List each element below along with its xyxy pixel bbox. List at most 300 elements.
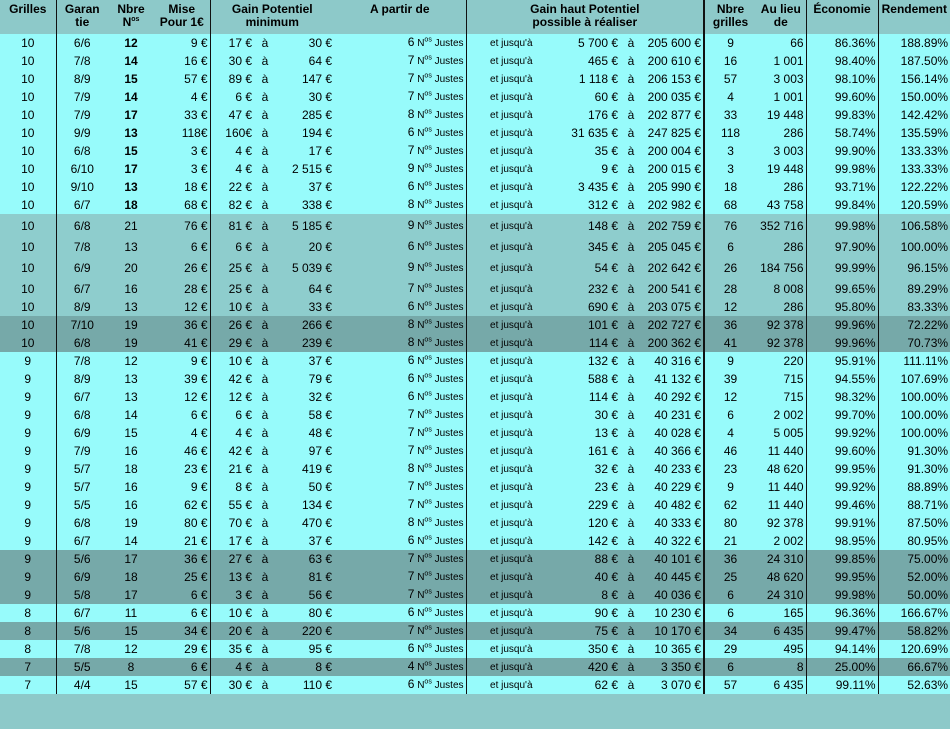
cell-nbre: 15 bbox=[108, 70, 154, 88]
justes-label: N bbox=[417, 338, 425, 349]
justes-suffix: Justes bbox=[431, 446, 464, 457]
cell-gain-haut-from: 32 € bbox=[556, 460, 620, 478]
cell-gain-min-from: 47 € bbox=[210, 106, 254, 124]
cell-jusqu: et jusqu'à bbox=[466, 370, 556, 388]
cell-gain-min-to: 32 € bbox=[276, 388, 334, 406]
cell-gain-min-from: 10 € bbox=[210, 352, 254, 370]
cell-gain-haut-to: 40 333 € bbox=[642, 514, 704, 532]
table-row bbox=[0, 658, 950, 676]
cell-gain-min-a: à bbox=[254, 388, 276, 406]
cell-nbre: 12 bbox=[108, 34, 154, 52]
cell-gain-haut-to: 247 825 € bbox=[642, 124, 704, 142]
cell-au-lieu: 11 440 bbox=[756, 478, 806, 496]
cell-nbre: 14 bbox=[108, 532, 154, 550]
cell-rendement: 107.69% bbox=[878, 370, 950, 388]
cell-nbre: 14 bbox=[108, 88, 154, 106]
cell-mise: 46 € bbox=[154, 442, 210, 460]
cell-economie: 58.74% bbox=[806, 124, 878, 142]
cell-economie: 99.11% bbox=[806, 676, 878, 694]
cell-nbre-grilles: 9 bbox=[704, 352, 756, 370]
table-row bbox=[0, 676, 950, 694]
cell-mise: 36 € bbox=[154, 550, 210, 568]
cell-rendement: 133.33% bbox=[878, 160, 950, 178]
cell-garantie: 5/6 bbox=[56, 550, 108, 568]
cell-gain-haut-to: 202 982 € bbox=[642, 196, 704, 214]
cell-gain-haut-a: à bbox=[620, 316, 642, 334]
cell-mise: 68 € bbox=[154, 196, 210, 214]
cell-mise: 12 € bbox=[154, 388, 210, 406]
cell-gain-min-to: 147 € bbox=[276, 70, 334, 88]
header-au-lieu-line1: Au lieu bbox=[760, 2, 801, 16]
justes-count: 6 bbox=[407, 389, 415, 403]
cell-gain-haut-to: 205 045 € bbox=[642, 238, 704, 256]
cell-nbre: 18 bbox=[108, 568, 154, 586]
cell-gain-min-from: 21 € bbox=[210, 460, 254, 478]
justes-suffix: Justes bbox=[431, 608, 464, 619]
cell-gain-haut-to: 40 229 € bbox=[642, 478, 704, 496]
cell-rendement: 156.14% bbox=[878, 70, 950, 88]
cell-economie: 99.98% bbox=[806, 586, 878, 604]
justes-sup: os bbox=[424, 390, 432, 398]
cell-nbre: 15 bbox=[108, 424, 154, 442]
cell-gain-min-from: 10 € bbox=[210, 298, 254, 316]
table-row bbox=[0, 214, 950, 238]
header-mise-line1: Mise bbox=[168, 2, 196, 16]
header-mise bbox=[154, 0, 210, 34]
cell-rendement: 120.59% bbox=[878, 196, 950, 214]
cell-garantie: 8/9 bbox=[56, 298, 108, 316]
cell-mise: 9 € bbox=[154, 478, 210, 496]
cell-nbre-grilles: 3 bbox=[704, 160, 756, 178]
cell-gain-min-from: 42 € bbox=[210, 442, 254, 460]
cell-gain-min-a: à bbox=[254, 298, 276, 316]
cell-grilles: 10 bbox=[0, 106, 56, 124]
cell-gain-min-a: à bbox=[254, 676, 276, 694]
header-nbre bbox=[108, 0, 154, 34]
cell-grilles: 10 bbox=[0, 280, 56, 298]
cell-gain-haut-to: 41 132 € bbox=[642, 370, 704, 388]
cell-gain-haut-a: à bbox=[620, 658, 642, 676]
justes-suffix: Justes bbox=[431, 56, 464, 67]
cell-gain-min-to: 50 € bbox=[276, 478, 334, 496]
cell-grilles: 10 bbox=[0, 70, 56, 88]
cell-a-partir bbox=[334, 142, 466, 160]
cell-gain-haut-from: 101 € bbox=[556, 316, 620, 334]
cell-gain-haut-from: 8 € bbox=[556, 586, 620, 604]
cell-gain-haut-from: 40 € bbox=[556, 568, 620, 586]
justes-label: N bbox=[417, 200, 425, 211]
cell-nbre-grilles: 6 bbox=[704, 658, 756, 676]
cell-mise: 6 € bbox=[154, 586, 210, 604]
cell-gain-min-to: 64 € bbox=[276, 280, 334, 298]
cell-jusqu: et jusqu'à bbox=[466, 256, 556, 280]
table-row bbox=[0, 388, 950, 406]
cell-mise: 18 € bbox=[154, 178, 210, 196]
cell-rendement: 89.29% bbox=[878, 280, 950, 298]
cell-gain-haut-from: 88 € bbox=[556, 550, 620, 568]
cell-economie: 99.98% bbox=[806, 160, 878, 178]
cell-economie: 99.95% bbox=[806, 460, 878, 478]
cell-nbre-grilles: 16 bbox=[704, 52, 756, 70]
cell-garantie: 5/6 bbox=[56, 622, 108, 640]
cell-gain-min-to: 33 € bbox=[276, 298, 334, 316]
cell-rendement: 100.00% bbox=[878, 406, 950, 424]
justes-sup: os bbox=[424, 444, 432, 452]
cell-a-partir bbox=[334, 406, 466, 424]
cell-nbre: 19 bbox=[108, 316, 154, 334]
justes-label: N bbox=[417, 221, 425, 232]
cell-grilles: 9 bbox=[0, 586, 56, 604]
justes-sup: os bbox=[424, 462, 432, 470]
cell-gain-min-to: 30 € bbox=[276, 88, 334, 106]
table-row bbox=[0, 280, 950, 298]
justes-sup: os bbox=[424, 336, 432, 344]
cell-au-lieu: 24 310 bbox=[756, 586, 806, 604]
header-grilles: Grilles bbox=[0, 0, 56, 34]
cell-garantie: 5/7 bbox=[56, 478, 108, 496]
cell-au-lieu: 352 716 bbox=[756, 214, 806, 238]
cell-nbre: 17 bbox=[108, 106, 154, 124]
justes-suffix: Justes bbox=[431, 302, 464, 313]
cell-economie: 99.96% bbox=[806, 316, 878, 334]
cell-gain-haut-to: 40 028 € bbox=[642, 424, 704, 442]
cell-nbre: 16 bbox=[108, 478, 154, 496]
header-nbre-grilles bbox=[704, 0, 756, 34]
cell-garantie: 4/4 bbox=[56, 676, 108, 694]
cell-jusqu: et jusqu'à bbox=[466, 34, 556, 52]
cell-gain-min-from: 55 € bbox=[210, 496, 254, 514]
cell-mise: 62 € bbox=[154, 496, 210, 514]
justes-suffix: Justes bbox=[431, 338, 464, 349]
table-row bbox=[0, 34, 950, 52]
cell-nbre-grilles: 39 bbox=[704, 370, 756, 388]
justes-label: N bbox=[417, 182, 425, 193]
cell-economie: 95.91% bbox=[806, 352, 878, 370]
cell-gain-min-from: 6 € bbox=[210, 238, 254, 256]
cell-nbre-grilles: 6 bbox=[704, 604, 756, 622]
cell-garantie: 6/9 bbox=[56, 424, 108, 442]
cell-gain-min-from: 6 € bbox=[210, 406, 254, 424]
cell-nbre: 14 bbox=[108, 52, 154, 70]
cell-nbre-grilles: 34 bbox=[704, 622, 756, 640]
cell-gain-min-from: 27 € bbox=[210, 550, 254, 568]
cell-nbre-grilles: 4 bbox=[704, 424, 756, 442]
cell-au-lieu: 2 002 bbox=[756, 532, 806, 550]
cell-gain-min-from: 70 € bbox=[210, 514, 254, 532]
cell-gain-haut-a: à bbox=[620, 568, 642, 586]
cell-gain-min-a: à bbox=[254, 514, 276, 532]
justes-label: N bbox=[417, 662, 425, 673]
cell-jusqu: et jusqu'à bbox=[466, 532, 556, 550]
cell-gain-min-to: 2 515 € bbox=[276, 160, 334, 178]
cell-gain-haut-to: 40 231 € bbox=[642, 406, 704, 424]
cell-garantie: 6/8 bbox=[56, 142, 108, 160]
cell-nbre-grilles: 76 bbox=[704, 214, 756, 238]
cell-gain-min-a: à bbox=[254, 316, 276, 334]
cell-au-lieu: 6 435 bbox=[756, 622, 806, 640]
cell-gain-haut-to: 40 292 € bbox=[642, 388, 704, 406]
table-row bbox=[0, 460, 950, 478]
cell-gain-haut-to: 40 445 € bbox=[642, 568, 704, 586]
cell-gain-haut-from: 31 635 € bbox=[556, 124, 620, 142]
table-row bbox=[0, 160, 950, 178]
justes-count: 6 bbox=[407, 605, 415, 619]
table-row bbox=[0, 196, 950, 214]
cell-garantie: 6/7 bbox=[56, 280, 108, 298]
cell-gain-min-a: à bbox=[254, 196, 276, 214]
cell-nbre: 12 bbox=[108, 640, 154, 658]
cell-gain-haut-a: à bbox=[620, 214, 642, 238]
cell-gain-haut-to: 40 036 € bbox=[642, 586, 704, 604]
cell-nbre: 16 bbox=[108, 280, 154, 298]
cell-gain-min-a: à bbox=[254, 586, 276, 604]
cell-gain-haut-from: 465 € bbox=[556, 52, 620, 70]
cell-a-partir bbox=[334, 298, 466, 316]
cell-au-lieu: 184 756 bbox=[756, 256, 806, 280]
table-row bbox=[0, 124, 950, 142]
cell-gain-haut-a: à bbox=[620, 124, 642, 142]
justes-suffix: Justes bbox=[431, 200, 464, 211]
cell-grilles: 9 bbox=[0, 370, 56, 388]
cell-a-partir bbox=[334, 622, 466, 640]
cell-au-lieu: 19 448 bbox=[756, 160, 806, 178]
cell-gain-min-a: à bbox=[254, 238, 276, 256]
cell-gain-min-to: 134 € bbox=[276, 496, 334, 514]
cell-au-lieu: 715 bbox=[756, 370, 806, 388]
justes-suffix: Justes bbox=[431, 284, 464, 295]
cell-gain-haut-to: 10 230 € bbox=[642, 604, 704, 622]
cell-nbre-grilles: 23 bbox=[704, 460, 756, 478]
cell-rendement: 106.58% bbox=[878, 214, 950, 238]
justes-label: N bbox=[417, 554, 425, 565]
cell-gain-min-from: 160€ bbox=[210, 124, 254, 142]
cell-jusqu: et jusqu'à bbox=[466, 52, 556, 70]
cell-nbre-grilles: 9 bbox=[704, 34, 756, 52]
justes-count: 7 bbox=[407, 443, 415, 457]
cell-gain-haut-a: à bbox=[620, 298, 642, 316]
cell-jusqu: et jusqu'à bbox=[466, 640, 556, 658]
cell-mise: 28 € bbox=[154, 280, 210, 298]
cell-gain-min-from: 82 € bbox=[210, 196, 254, 214]
cell-gain-haut-from: 345 € bbox=[556, 238, 620, 256]
cell-gain-haut-to: 205 600 € bbox=[642, 34, 704, 52]
cell-gain-haut-to: 10 170 € bbox=[642, 622, 704, 640]
cell-gain-min-from: 4 € bbox=[210, 658, 254, 676]
header-gain-min-line1: Gain Potentiel bbox=[231, 2, 313, 16]
cell-grilles: 10 bbox=[0, 142, 56, 160]
cell-a-partir bbox=[334, 256, 466, 280]
justes-suffix: Justes bbox=[431, 518, 464, 529]
cell-gain-haut-from: 588 € bbox=[556, 370, 620, 388]
cell-au-lieu: 3 003 bbox=[756, 142, 806, 160]
cell-garantie: 7/8 bbox=[56, 52, 108, 70]
cell-gain-min-from: 20 € bbox=[210, 622, 254, 640]
cell-nbre-grilles: 62 bbox=[704, 496, 756, 514]
justes-count: 6 bbox=[407, 35, 415, 49]
cell-garantie: 5/5 bbox=[56, 496, 108, 514]
cell-gain-min-to: 58 € bbox=[276, 406, 334, 424]
justes-label: N bbox=[417, 482, 425, 493]
cell-jusqu: et jusqu'à bbox=[466, 280, 556, 298]
cell-grilles: 9 bbox=[0, 532, 56, 550]
justes-suffix: Justes bbox=[431, 626, 464, 637]
cell-rendement: 72.22% bbox=[878, 316, 950, 334]
cell-grilles: 9 bbox=[0, 388, 56, 406]
cell-au-lieu: 495 bbox=[756, 640, 806, 658]
cell-a-partir bbox=[334, 178, 466, 196]
justes-label: N bbox=[417, 164, 425, 175]
cell-gain-min-a: à bbox=[254, 568, 276, 586]
cell-gain-haut-a: à bbox=[620, 460, 642, 478]
cell-gain-min-a: à bbox=[254, 460, 276, 478]
cell-mise: 9 € bbox=[154, 352, 210, 370]
justes-suffix: Justes bbox=[431, 242, 464, 253]
cell-a-partir bbox=[334, 280, 466, 298]
cell-au-lieu: 5 005 bbox=[756, 424, 806, 442]
cell-garantie: 6/7 bbox=[56, 388, 108, 406]
cell-gain-haut-a: à bbox=[620, 352, 642, 370]
cell-economie: 97.90% bbox=[806, 238, 878, 256]
cell-gain-haut-to: 40 366 € bbox=[642, 442, 704, 460]
justes-sup: os bbox=[424, 588, 432, 596]
header-nbre-line1: Nbre bbox=[117, 2, 145, 16]
cell-nbre: 17 bbox=[108, 550, 154, 568]
cell-gain-haut-a: à bbox=[620, 532, 642, 550]
cell-gain-haut-from: 420 € bbox=[556, 658, 620, 676]
justes-suffix: Justes bbox=[431, 392, 464, 403]
cell-gain-min-a: à bbox=[254, 406, 276, 424]
cell-gain-haut-a: à bbox=[620, 514, 642, 532]
cell-economie: 99.70% bbox=[806, 406, 878, 424]
cell-rendement: 70.73% bbox=[878, 334, 950, 352]
cell-rendement: 87.50% bbox=[878, 514, 950, 532]
cell-a-partir bbox=[334, 460, 466, 478]
cell-nbre: 15 bbox=[108, 142, 154, 160]
cell-mise: 4 € bbox=[154, 88, 210, 106]
cell-grilles: 7 bbox=[0, 658, 56, 676]
cell-grilles: 10 bbox=[0, 238, 56, 256]
cell-gain-min-to: 266 € bbox=[276, 316, 334, 334]
cell-a-partir bbox=[334, 124, 466, 142]
justes-sup: os bbox=[424, 552, 432, 560]
cell-nbre-grilles: 33 bbox=[704, 106, 756, 124]
cell-grilles: 10 bbox=[0, 334, 56, 352]
justes-count: 6 bbox=[407, 641, 415, 655]
cell-economie: 99.46% bbox=[806, 496, 878, 514]
cell-economie: 99.83% bbox=[806, 106, 878, 124]
cell-grilles: 10 bbox=[0, 88, 56, 106]
cell-mise: 23 € bbox=[154, 460, 210, 478]
cell-gain-haut-to: 3 350 € bbox=[642, 658, 704, 676]
justes-count: 7 bbox=[407, 281, 415, 295]
justes-sup: os bbox=[424, 108, 432, 116]
justes-sup: os bbox=[424, 498, 432, 506]
cell-gain-haut-from: 3 435 € bbox=[556, 178, 620, 196]
justes-sup: os bbox=[424, 570, 432, 578]
cell-economie: 99.90% bbox=[806, 142, 878, 160]
justes-label: N bbox=[417, 428, 425, 439]
cell-nbre-grilles: 26 bbox=[704, 256, 756, 280]
cell-nbre: 11 bbox=[108, 604, 154, 622]
cell-gain-haut-a: à bbox=[620, 142, 642, 160]
justes-suffix: Justes bbox=[431, 572, 464, 583]
cell-gain-min-to: 285 € bbox=[276, 106, 334, 124]
cell-nbre-grilles: 80 bbox=[704, 514, 756, 532]
justes-sup: os bbox=[424, 36, 432, 44]
cell-gain-min-a: à bbox=[254, 352, 276, 370]
justes-sup: os bbox=[424, 318, 432, 326]
cell-rendement: 135.59% bbox=[878, 124, 950, 142]
cell-a-partir bbox=[334, 52, 466, 70]
cell-jusqu: et jusqu'à bbox=[466, 586, 556, 604]
cell-gain-haut-a: à bbox=[620, 34, 642, 52]
cell-nbre: 8 bbox=[108, 658, 154, 676]
cell-gain-haut-to: 40 101 € bbox=[642, 550, 704, 568]
cell-gain-min-from: 10 € bbox=[210, 604, 254, 622]
cell-garantie: 5/5 bbox=[56, 658, 108, 676]
justes-suffix: Justes bbox=[431, 128, 464, 139]
justes-suffix: Justes bbox=[431, 662, 464, 673]
cell-grilles: 10 bbox=[0, 34, 56, 52]
justes-sup: os bbox=[424, 90, 432, 98]
cell-nbre-grilles: 25 bbox=[704, 568, 756, 586]
cell-gain-min-to: 220 € bbox=[276, 622, 334, 640]
cell-rendement: 91.30% bbox=[878, 442, 950, 460]
cell-jusqu: et jusqu'à bbox=[466, 238, 556, 256]
justes-sup: os bbox=[424, 372, 432, 380]
cell-economie: 94.14% bbox=[806, 640, 878, 658]
cell-garantie: 7/10 bbox=[56, 316, 108, 334]
cell-nbre-grilles: 6 bbox=[704, 586, 756, 604]
cell-gain-haut-a: à bbox=[620, 604, 642, 622]
cell-gain-min-to: 79 € bbox=[276, 370, 334, 388]
cell-gain-min-from: 17 € bbox=[210, 532, 254, 550]
cell-gain-min-from: 26 € bbox=[210, 316, 254, 334]
cell-mise: 6 € bbox=[154, 604, 210, 622]
cell-gain-haut-to: 202 727 € bbox=[642, 316, 704, 334]
table-body bbox=[0, 34, 950, 694]
cell-gain-min-to: 37 € bbox=[276, 178, 334, 196]
header-gain-haut bbox=[466, 0, 704, 34]
cell-jusqu: et jusqu'à bbox=[466, 550, 556, 568]
cell-nbre: 13 bbox=[108, 124, 154, 142]
cell-nbre: 15 bbox=[108, 622, 154, 640]
cell-garantie: 8/9 bbox=[56, 370, 108, 388]
justes-sup: os bbox=[424, 300, 432, 308]
cell-garantie: 6/8 bbox=[56, 334, 108, 352]
cell-au-lieu: 92 378 bbox=[756, 334, 806, 352]
cell-jusqu: et jusqu'à bbox=[466, 460, 556, 478]
cell-gain-haut-from: 229 € bbox=[556, 496, 620, 514]
table-row bbox=[0, 514, 950, 532]
justes-label: N bbox=[417, 518, 425, 529]
cell-gain-min-a: à bbox=[254, 124, 276, 142]
cell-gain-min-a: à bbox=[254, 334, 276, 352]
cell-economie: 98.32% bbox=[806, 388, 878, 406]
cell-mise: 41 € bbox=[154, 334, 210, 352]
cell-gain-haut-from: 54 € bbox=[556, 256, 620, 280]
justes-label: N bbox=[417, 356, 425, 367]
cell-au-lieu: 3 003 bbox=[756, 70, 806, 88]
justes-count: 9 bbox=[407, 260, 415, 274]
table-row bbox=[0, 70, 950, 88]
cell-nbre: 12 bbox=[108, 352, 154, 370]
cell-rendement: 122.22% bbox=[878, 178, 950, 196]
cell-grilles: 10 bbox=[0, 52, 56, 70]
cell-a-partir bbox=[334, 370, 466, 388]
justes-label: N bbox=[417, 110, 425, 121]
cell-jusqu: et jusqu'à bbox=[466, 334, 556, 352]
